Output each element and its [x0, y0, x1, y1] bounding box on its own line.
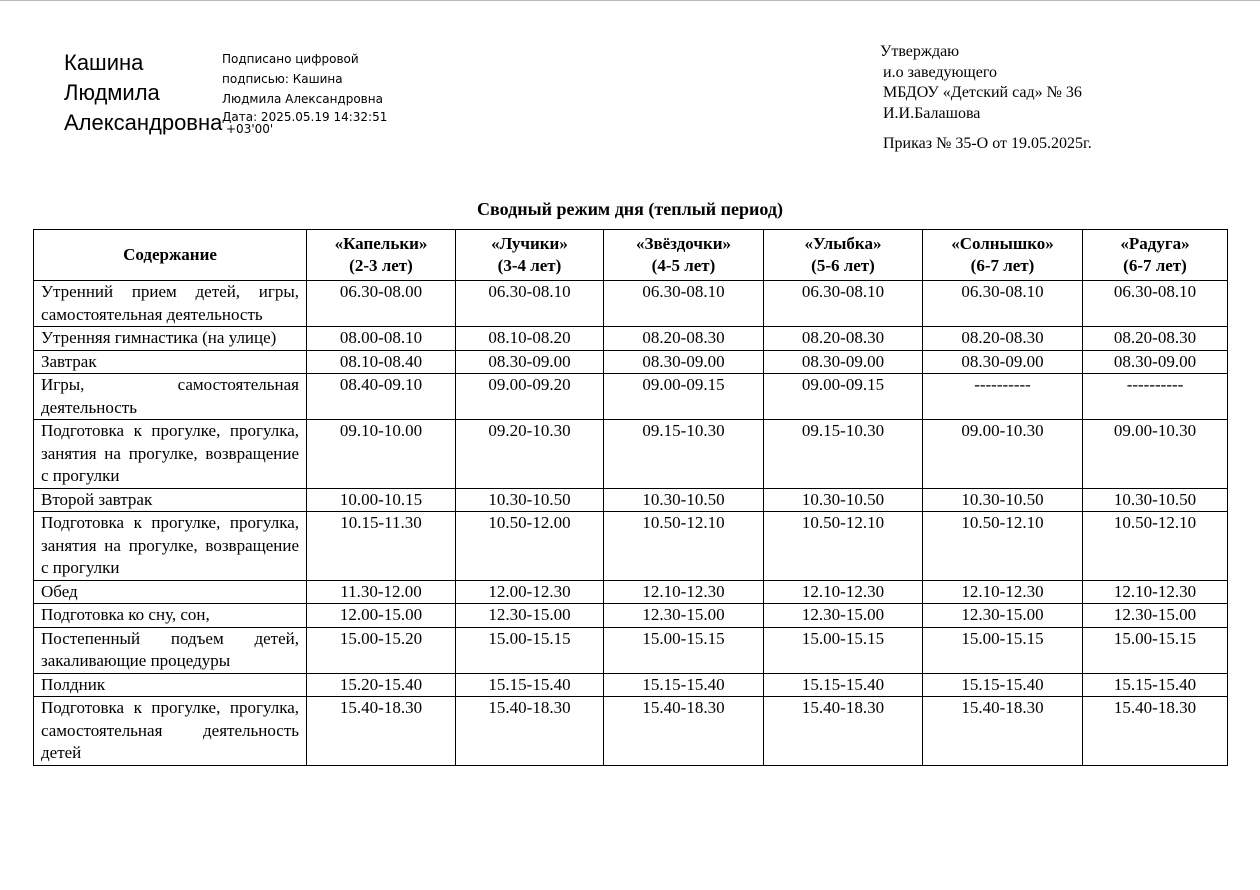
time-cell: 15.15-15.40: [456, 673, 604, 697]
time-cell: 09.20-10.30: [456, 420, 604, 489]
time-cell: 12.30-15.00: [923, 604, 1083, 628]
activity-cell: Завтрак: [34, 350, 307, 374]
time-cell: 10.15-11.30: [307, 512, 456, 581]
time-cell: 08.20-08.30: [764, 327, 923, 351]
group-header: [307, 230, 456, 281]
table-row: [34, 281, 1228, 327]
group-name: «Солнышко»: [951, 233, 1054, 253]
time-cell: 15.40-18.30: [604, 697, 764, 766]
time-cell: 15.40-18.30: [764, 697, 923, 766]
table-row: [34, 327, 1228, 351]
table-row: [34, 697, 1228, 766]
time-cell: 12.30-15.00: [1083, 604, 1228, 628]
signature-date-text: Дата: 2025.05.19 14:32:51: [222, 110, 388, 124]
time-cell: 09.00-09.15: [604, 374, 764, 420]
time-cell: 15.15-15.40: [1083, 673, 1228, 697]
time-cell: 15.00-15.15: [923, 627, 1083, 673]
group-name: «Улыбка»: [804, 233, 882, 253]
time-cell: 12.00-15.00: [307, 604, 456, 628]
time-cell: 06.30-08.10: [1083, 281, 1228, 327]
group-header: [764, 230, 923, 281]
time-cell: 15.20-15.40: [307, 673, 456, 697]
activity-cell: Подготовка к прогулке, прогулка, самостоятельная деятельность детей: [34, 697, 307, 766]
time-cell: 08.30-09.00: [764, 350, 923, 374]
time-cell: 12.30-15.00: [456, 604, 604, 628]
approver-position: и.о заведующего: [883, 63, 998, 81]
time-cell: 15.15-15.40: [604, 673, 764, 697]
time-cell: 10.30-10.50: [456, 488, 604, 512]
time-cell: 09.15-10.30: [604, 420, 764, 489]
time-cell: 08.30-09.00: [604, 350, 764, 374]
time-cell: 15.15-15.40: [764, 673, 923, 697]
time-cell: 12.10-12.30: [923, 580, 1083, 604]
time-cell: 15.40-18.30: [307, 697, 456, 766]
group-age: (4-5 лет): [651, 256, 716, 275]
order-reference: Приказ № 35-О от 19.05.2025г.: [883, 135, 1092, 152]
time-cell: ----------: [1083, 374, 1228, 420]
group-name: «Капельки»: [334, 233, 428, 253]
activity-cell: Подготовка к прогулке, прогулка, занятия на прогулке, возвращение с прогулки: [34, 420, 307, 489]
time-cell: 08.20-08.30: [604, 327, 764, 351]
table-row: [34, 673, 1228, 697]
time-cell: 08.00-08.10: [307, 327, 456, 351]
group-age: (3-4 лет): [497, 256, 562, 275]
time-cell: 10.50-12.10: [923, 512, 1083, 581]
time-cell: 09.00-09.20: [456, 374, 604, 420]
group-age: (2-3 лет): [349, 256, 413, 275]
group-age: (5-6 лет): [811, 256, 875, 275]
activity-cell: Подготовка к прогулке, прогулка, занятия на прогулке, возвращение с прогулки: [34, 512, 307, 581]
time-cell: 06.30-08.10: [604, 281, 764, 327]
table-row: [34, 512, 1228, 581]
organization-name: МБДОУ «Детский сад» № 36: [883, 84, 1082, 101]
group-name: «Звёздочки»: [635, 233, 732, 253]
time-cell: 15.00-15.15: [456, 627, 604, 673]
time-cell: 06.30-08.10: [456, 281, 604, 327]
signer-name-line: Людмила: [64, 80, 160, 105]
activity-cell: Игры, самостоятельная деятельность: [34, 374, 307, 420]
activity-cell: Подготовка ко сну, сон,: [34, 604, 307, 628]
time-cell: 06.30-08.10: [764, 281, 923, 327]
time-cell: 09.00-09.15: [764, 374, 923, 420]
time-cell: 10.50-12.00: [456, 512, 604, 581]
table-row: [34, 420, 1228, 489]
time-cell: ----------: [923, 374, 1083, 420]
signer-name-line: Александровна: [64, 110, 223, 135]
signature-text-line: Людмила Александровна: [222, 92, 383, 106]
group-name: «Радуга»: [1120, 233, 1190, 253]
schedule-body: [34, 281, 1228, 766]
time-cell: 10.30-10.50: [1083, 488, 1228, 512]
signature-date: [222, 111, 387, 135]
group-header: [1083, 230, 1228, 281]
group-age: (6-7 лет): [970, 256, 1035, 275]
time-cell: 12.10-12.30: [1083, 580, 1228, 604]
time-cell: 08.30-09.00: [923, 350, 1083, 374]
group-header: [923, 230, 1083, 281]
time-cell: 12.30-15.00: [764, 604, 923, 628]
table-row: [34, 580, 1228, 604]
approval-block: [880, 42, 1092, 155]
table-header-row: [34, 230, 1228, 281]
table-row: [34, 627, 1228, 673]
time-cell: 15.00-15.15: [764, 627, 923, 673]
table-row: [34, 350, 1228, 374]
time-cell: 09.10-10.00: [307, 420, 456, 489]
time-cell: 10.30-10.50: [764, 488, 923, 512]
time-cell: 12.30-15.00: [604, 604, 764, 628]
time-cell: 15.15-15.40: [923, 673, 1083, 697]
digital-signature-info: [222, 49, 387, 135]
activity-cell: Утренняя гимнастика (на улице): [34, 327, 307, 351]
time-cell: 10.50-12.10: [1083, 512, 1228, 581]
time-cell: 09.15-10.30: [764, 420, 923, 489]
time-cell: 10.00-10.15: [307, 488, 456, 512]
table-row: [34, 488, 1228, 512]
time-cell: 15.00-15.15: [604, 627, 764, 673]
table-row: [34, 604, 1228, 628]
time-cell: 10.30-10.50: [923, 488, 1083, 512]
time-cell: 12.00-12.30: [456, 580, 604, 604]
time-cell: 15.40-18.30: [456, 697, 604, 766]
signer-name-line: Кашина: [64, 50, 144, 75]
approve-label: Утверждаю: [880, 43, 960, 60]
time-cell: 09.00-10.30: [923, 420, 1083, 489]
signature-text-line: подписью: Кашина: [222, 72, 343, 86]
time-cell: 12.10-12.30: [604, 580, 764, 604]
time-cell: 15.00-15.15: [1083, 627, 1228, 673]
group-header: [604, 230, 764, 281]
activity-cell: Второй завтрак: [34, 488, 307, 512]
group-header: [456, 230, 604, 281]
document-title: Сводный режим дня (теплый период): [477, 199, 783, 219]
time-cell: 08.20-08.30: [1083, 327, 1228, 351]
time-cell: 08.10-08.40: [307, 350, 456, 374]
approver-name: И.И.Балашова: [883, 104, 981, 122]
group-age: (6-7 лет): [1123, 256, 1187, 275]
time-cell: 08.40-09.10: [307, 374, 456, 420]
time-cell: 10.50-12.10: [764, 512, 923, 581]
time-cell: 08.20-08.30: [923, 327, 1083, 351]
time-cell: 09.00-10.30: [1083, 420, 1228, 489]
signer-name-block: [64, 48, 222, 138]
time-cell: 10.30-10.50: [604, 488, 764, 512]
content-column-header: Содержание: [34, 230, 307, 281]
group-name: «Лучики»: [491, 233, 568, 253]
time-cell: 08.30-09.00: [1083, 350, 1228, 374]
time-cell: 08.10-08.20: [456, 327, 604, 351]
time-cell: 06.30-08.00: [307, 281, 456, 327]
time-cell: 08.30-09.00: [456, 350, 604, 374]
time-cell: 15.40-18.30: [923, 697, 1083, 766]
time-cell: 11.30-12.00: [307, 580, 456, 604]
signature-text-line: Подписано цифровой: [222, 52, 359, 66]
time-cell: 06.30-08.10: [923, 281, 1083, 327]
activity-cell: Утренний прием детей, игры, самостоятельная деятельность: [34, 281, 307, 327]
activity-cell: Полдник: [34, 673, 307, 697]
signature-timezone: +03'00': [226, 122, 274, 136]
time-cell: 15.40-18.30: [1083, 697, 1228, 766]
activity-cell: Обед: [34, 580, 307, 604]
table-row: [34, 374, 1228, 420]
time-cell: 12.10-12.30: [764, 580, 923, 604]
time-cell: 10.50-12.10: [604, 512, 764, 581]
activity-cell: Постепенный подъем детей, закаливающие процедуры: [34, 627, 307, 673]
time-cell: 15.00-15.20: [307, 627, 456, 673]
schedule-table: [33, 229, 1228, 766]
page-top-border: [0, 0, 1260, 1]
